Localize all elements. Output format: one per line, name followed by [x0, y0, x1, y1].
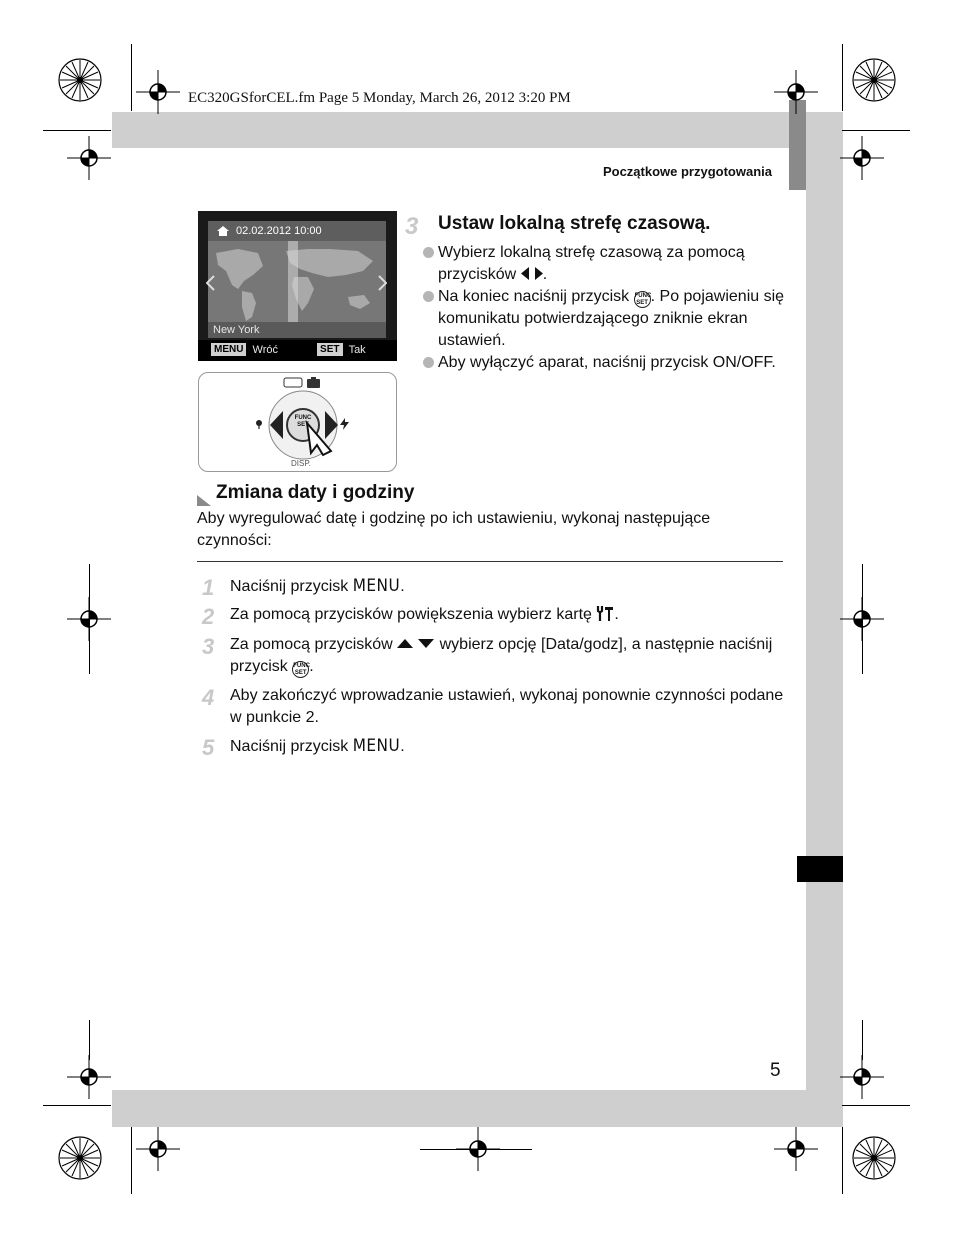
bullet-icon — [423, 291, 434, 302]
step-number: 4 — [202, 685, 215, 710]
bullet-text: Wybierz lokalną strefę czasową za pomocą przycisków — [438, 244, 745, 283]
step-heading: Ustaw lokalną strefę czasową. — [438, 213, 711, 234]
func-set-icon: FUNC SET — [634, 293, 652, 306]
crosshair-icon — [774, 1127, 818, 1171]
crosshair-icon — [840, 136, 884, 180]
back-label: Wróć — [252, 344, 278, 356]
menu-button-icon: MENU — [352, 736, 401, 756]
bullet-text: . Po pojawieniu się komunikatu potwierdzającego zniknie ekran ustawień. — [438, 288, 785, 349]
bullet-icon — [423, 247, 434, 258]
step-number: 3 — [405, 213, 419, 240]
divider — [197, 561, 783, 562]
control-pad-illustration — [198, 372, 397, 472]
subsection-intro: Aby wyregulować datę i godzinę po ich ustawieniu, wykonaj następujące czynności: — [197, 510, 711, 549]
step-text: Naciśnij przycisk MENU. — [230, 736, 405, 756]
ok-label: Tak — [348, 344, 366, 356]
chapter-tab — [797, 856, 843, 882]
crop-line — [131, 44, 132, 111]
starburst-icon — [58, 58, 102, 102]
guide-line — [420, 1149, 532, 1150]
date-time-text: 02.02.2012 10:00 — [236, 225, 322, 237]
step-text: Za pomocą przycisków powiększenia wybierz kartę . — [230, 606, 619, 623]
crosshair-icon — [136, 70, 180, 114]
crosshair-icon — [67, 136, 111, 180]
left-arrow-icon — [206, 275, 216, 291]
page-number: 5 — [770, 1060, 781, 1081]
crosshair-icon — [840, 1055, 884, 1099]
crop-line — [43, 130, 111, 131]
up-down-arrows-icon — [397, 638, 435, 649]
crosshair-icon — [774, 70, 818, 114]
step-number: 5 — [202, 735, 215, 760]
bullet-icon — [423, 357, 434, 368]
set-line: SET — [297, 422, 309, 428]
flash-icon — [340, 418, 349, 430]
crop-line — [43, 1105, 111, 1106]
func-line: FUNC — [294, 415, 312, 421]
top-gray-band — [112, 112, 806, 148]
crop-line — [842, 130, 910, 131]
date-time-bar — [208, 221, 386, 241]
set-tag: SET — [317, 343, 342, 356]
camera-screen-image — [198, 211, 397, 361]
corner-triangle-icon — [197, 495, 211, 506]
auto-camera-icon — [283, 375, 323, 389]
guide-line — [89, 1020, 90, 1060]
world-map-graphic — [208, 241, 386, 323]
right-gray-band — [806, 112, 843, 1127]
func-set-button — [291, 415, 315, 429]
guide-line — [862, 1020, 863, 1060]
crop-line — [842, 44, 843, 111]
screen-footer — [198, 340, 397, 361]
crosshair-icon — [67, 1055, 111, 1099]
macro-icon — [254, 419, 264, 429]
crosshair-icon — [136, 1127, 180, 1171]
subsection-title: Zmiana daty i godziny — [216, 482, 415, 503]
crop-line — [842, 1127, 843, 1194]
func-set-icon: FUNC SET — [293, 663, 310, 676]
step-text: Za pomocą przycisków wybierz opcję [Data/godz], a następnie naciśnij przycisk FUNC SET . — [230, 636, 773, 676]
tools-tab-icon — [596, 605, 614, 621]
step-number: 2 — [202, 604, 215, 629]
crop-line — [131, 1127, 132, 1194]
guide-line — [89, 564, 90, 674]
step-text: Aby zakończyć wprowadzanie ustawień, wykonaj ponownie czynności podane w punkcie 2. — [230, 687, 784, 726]
crop-line — [842, 1105, 910, 1106]
bullet-item — [423, 352, 788, 374]
menu-button-icon: MENU — [352, 576, 401, 596]
right-arrow-icon — [377, 275, 387, 291]
city-label: New York — [208, 322, 386, 338]
section-label: Początkowe przygotowania — [602, 164, 772, 179]
guide-line — [862, 564, 863, 674]
bullet-text: . — [542, 266, 548, 283]
bullet-item — [423, 242, 788, 286]
starburst-icon — [58, 1136, 102, 1180]
step-text: Naciśnij przycisk MENU. — [230, 576, 405, 596]
disp-label: DISP. — [291, 459, 311, 468]
file-info-line: EC320GSforCEL.fm Page 5 Monday, March 26, 2012 3:20 PM — [188, 90, 571, 106]
bullet-item — [423, 286, 788, 352]
bullet-text: Aby wyłączyć aparat, naciśnij przycisk ON/OFF. — [438, 354, 776, 371]
step-number: 3 — [202, 634, 215, 659]
starburst-icon — [852, 1136, 896, 1180]
step-number: 1 — [202, 575, 215, 600]
bullet-text: Na koniec naciśnij przycisk — [438, 288, 634, 305]
menu-tag: MENU — [211, 343, 246, 356]
left-right-arrows-icon — [521, 267, 543, 280]
home-icon — [216, 225, 230, 237]
starburst-icon — [852, 58, 896, 102]
bottom-gray-band — [112, 1090, 843, 1127]
